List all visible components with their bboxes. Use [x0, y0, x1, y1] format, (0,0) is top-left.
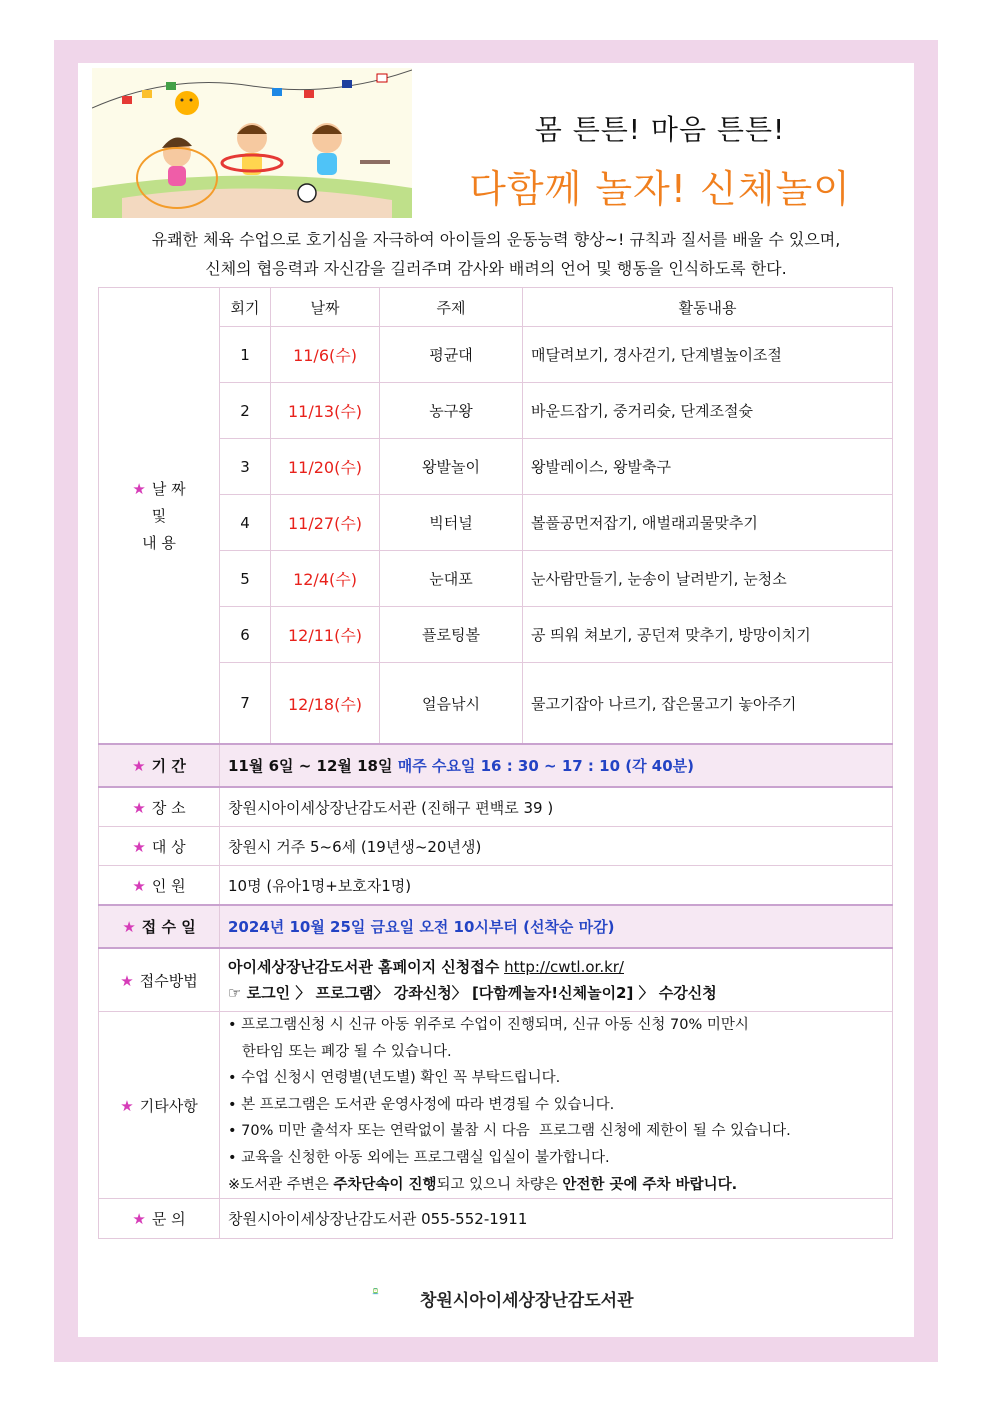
session-activity: 공 띄워 쳐보기, 공던져 맞추기, 방망이치기	[523, 607, 893, 663]
session-no: 3	[220, 439, 271, 495]
session-date: 11/20(수)	[271, 439, 380, 495]
session-activity: 왕발레이스, 왕발축구	[523, 439, 893, 495]
session-date: 11/27(수)	[271, 495, 380, 551]
title-line2: 다함께 놀자! 신체놀이	[469, 167, 851, 211]
capacity-row	[99, 866, 893, 906]
star-icon: ★	[120, 971, 134, 990]
method-line1: 아이세상장난감도서관 홈페이지 신청접수	[228, 958, 500, 976]
session-activity: 볼풀공먼저잡기, 애벌래괴물맞추기	[523, 495, 893, 551]
contact-row	[99, 1199, 893, 1239]
period-label	[99, 744, 220, 787]
session-activity: 매달려보기, 경사걷기, 단계별높이조절	[523, 327, 893, 383]
session-topic: 플로팅볼	[380, 607, 523, 663]
place-value: 창원시아이세상장난감도서관 (진해구 편백로 39 )	[220, 787, 893, 827]
session-topic: 평균대	[380, 327, 523, 383]
session-date: 11/6(수)	[271, 327, 380, 383]
contact-value: 창원시아이세상장난감도서관 055-552-1911	[220, 1199, 893, 1239]
homepage-link[interactable]: http://cwtl.or.kr/	[504, 958, 624, 976]
kids-playing-illustration	[92, 68, 412, 218]
method-row	[99, 948, 893, 1012]
program-table	[98, 287, 893, 1239]
schedule-label-line: 날 짜	[151, 480, 186, 498]
target-label	[99, 827, 220, 866]
session-topic: 눈대포	[380, 551, 523, 607]
header-no: 회기	[220, 288, 271, 327]
session-date: 12/11(수)	[271, 607, 380, 663]
session-no: 1	[220, 327, 271, 383]
capacity-label	[99, 866, 220, 906]
period-row	[99, 744, 893, 787]
etc-note: • 본 프로그램은 도서관 운영사정에 따라 변경될 수 있습니다.	[228, 1096, 615, 1113]
parking-note-c: 되고 있으니 차량은	[436, 1176, 563, 1193]
intro-text	[98, 225, 894, 283]
header-topic: 주제	[380, 288, 523, 327]
schedule-header-row	[99, 288, 893, 327]
contact-label-text: 문 의	[151, 1210, 186, 1229]
session-topic: 빅터널	[380, 495, 523, 551]
session-no: 6	[220, 607, 271, 663]
contact-label	[99, 1199, 220, 1239]
etc-note: 한타임 또는 폐강 될 수 있습니다.	[228, 1043, 452, 1060]
etc-note: • 프로그램신청 시 신규 아동 위주로 수업이 진행되며, 신규 아동 신청 70% 미만시	[228, 1017, 749, 1033]
intro-line: 신체의 협응력과 자신감을 길러주며 감사와 배려의 언어 및 행동을 인식하도록 한다.	[205, 259, 787, 278]
etc-label-text: 기타사항	[139, 1096, 198, 1115]
reception-label-text: 접 수 일	[141, 918, 196, 936]
session-date: 12/18(수)	[271, 663, 380, 745]
place-label	[99, 787, 220, 827]
session-topic: 왕발놀이	[380, 439, 523, 495]
target-value: 창원시 거주 5~6세 (19년생~20년생)	[220, 827, 893, 866]
reception-row	[99, 905, 893, 948]
session-no: 4	[220, 495, 271, 551]
star-icon: ★	[122, 918, 136, 936]
etc-row	[99, 1012, 893, 1199]
session-activity: 바운드잡기, 중거리슛, 단계조절슛	[523, 383, 893, 439]
header-activity: 활동내용	[523, 288, 893, 327]
parking-note	[228, 1172, 884, 1199]
place-row	[99, 787, 893, 827]
method-value	[220, 948, 893, 1012]
star-icon: ★	[132, 1210, 146, 1229]
capacity-label-text: 인 원	[151, 876, 186, 895]
period-time: 매주 수요일 16 : 30 ~ 17 : 10 (각 40분)	[397, 757, 695, 775]
schedule-label-line: 및	[151, 507, 167, 525]
place-label-text: 장 소	[151, 798, 186, 817]
library-logo-text: 창원시아이세상장난감도서관	[420, 1291, 634, 1311]
etc-note: • 교육을 신청한 아동 외에는 프로그램실 입실이 불가합니다.	[228, 1149, 610, 1166]
method-label	[99, 948, 220, 1012]
intro-line: 유쾌한 체육 수업으로 호기심을 자극하여 아이들의 운동능력 향상~! 규칙과 질서를 배울 수 있으며,	[151, 230, 841, 249]
target-row	[99, 827, 893, 866]
parking-note-a: ※도서관 주변은	[228, 1176, 334, 1193]
star-icon: ★	[132, 757, 146, 775]
capacity-value: 10명 (유아1명+보호자1명)	[220, 866, 893, 906]
schedule-label-line: 내 용	[142, 534, 176, 552]
session-date: 11/13(수)	[271, 383, 380, 439]
reception-label	[99, 905, 220, 948]
session-no: 5	[220, 551, 271, 607]
star-icon: ★	[132, 798, 146, 817]
target-label-text: 대 상	[151, 837, 186, 856]
period-value	[220, 744, 893, 787]
schedule-label	[99, 288, 220, 745]
star-icon: ★	[132, 837, 146, 856]
etc-note: • 70% 미만 출석자 또는 연락없이 불참 시 다음 프로그램 신청에 제한이 될 수 있습니다.	[228, 1123, 791, 1140]
period-dates: 11월 6일 ~ 12월 18일	[228, 757, 393, 775]
reception-value: 2024년 10월 25일 금요일 오전 10시부터 (선착순 마감)	[220, 905, 893, 948]
etc-notes	[220, 1012, 893, 1199]
star-icon: ★	[132, 876, 146, 895]
session-activity: 눈사람만들기, 눈송이 날려받기, 눈청소	[523, 551, 893, 607]
parking-note-d: 안전한 곳에 주차 바랍니다.	[562, 1176, 738, 1193]
parking-note-b: 주차단속이 진행	[333, 1176, 437, 1193]
star-icon: ★	[132, 480, 146, 498]
method-label-text: 접수방법	[139, 971, 198, 990]
library-logo-icon	[372, 1268, 416, 1314]
session-no: 2	[220, 383, 271, 439]
session-no: 7	[220, 663, 271, 745]
period-label-text: 기 간	[151, 757, 186, 775]
etc-label	[99, 1012, 220, 1199]
session-topic: 얼음낚시	[380, 663, 523, 745]
method-line2: ☞ 로그인 〉 프로그램〉 강좌신청〉 [다함께놀자!신체놀이2] 〉 수강신청	[228, 984, 717, 1002]
title-line1: 몸 튼튼! 마음 튼튼!	[534, 113, 786, 146]
session-date: 12/4(수)	[271, 551, 380, 607]
header-date: 날짜	[271, 288, 380, 327]
session-activity: 물고기잡아 나르기, 잡은물고기 놓아주기	[523, 663, 893, 745]
session-topic: 농구왕	[380, 383, 523, 439]
star-icon: ★	[120, 1096, 134, 1115]
etc-note: • 수업 신청시 연령별(년도별) 확인 꼭 부탁드립니다.	[228, 1070, 561, 1087]
